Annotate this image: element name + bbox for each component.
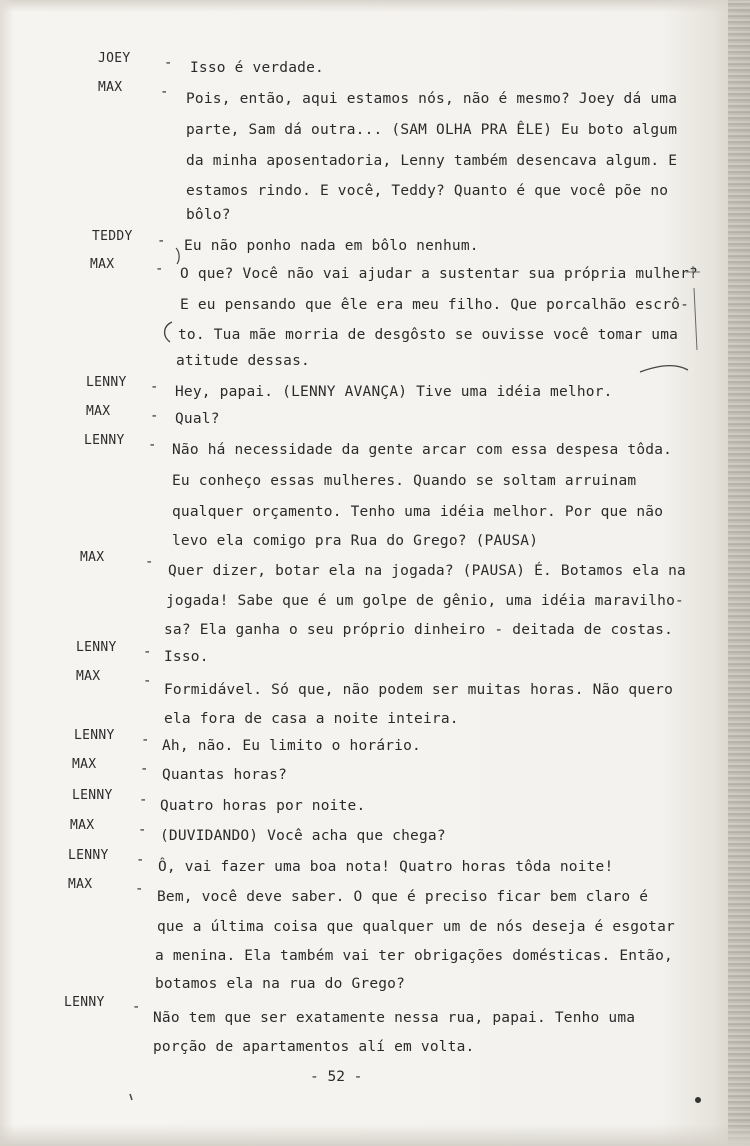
dialogue-dash: - <box>150 408 159 424</box>
dialogue-line: jogada! Sabe que é um golpe de gênio, uma idéia maravilho- <box>166 593 684 609</box>
dialogue-line: (DUVIDANDO) Você acha que chega? <box>160 828 446 844</box>
speaker-name: MAX <box>90 257 115 272</box>
pen-margin-stroke <box>694 288 697 350</box>
dialogue-dash: - <box>164 55 173 71</box>
dialogue-dash: - <box>155 261 164 277</box>
speaker-name: MAX <box>76 669 101 684</box>
speaker-name: MAX <box>98 80 123 95</box>
dialogue-dash: - <box>140 761 149 777</box>
dialogue-dash: - <box>141 732 150 748</box>
speaker-name: LENNY <box>74 728 115 743</box>
dialogue-line: Pois, então, aqui estamos nós, não é mesmo? Joey dá uma <box>186 91 678 107</box>
dialogue-dash: - <box>157 233 166 249</box>
speaker-name: LENNY <box>72 788 113 803</box>
dialogue-dash: - <box>132 999 141 1015</box>
dialogue-line: Não tem que ser exatamente nessa rua, papai. Tenho uma <box>153 1010 636 1026</box>
speaker-name: LENNY <box>84 433 125 448</box>
speaker-name: LENNY <box>68 848 109 863</box>
page-left-edge <box>0 0 14 1146</box>
pen-hook-start <box>176 248 179 264</box>
dialogue-dash: - <box>148 437 157 453</box>
speaker-name: JOEY <box>98 51 131 66</box>
dialogue-line: a menina. Ela também vai ter obrigações domésticas. Então, <box>155 948 673 964</box>
dialogue-line: da minha aposentadoria, Lenny também desencava algum. E <box>186 153 678 169</box>
dialogue-line: ela fora de casa a noite inteira. <box>164 711 459 727</box>
dialogue-line: levo ela comigo pra Rua do Grego? (PAUSA) <box>172 533 539 549</box>
ink-dot <box>695 1097 701 1103</box>
dialogue-line: bôlo? <box>186 207 231 223</box>
dialogue-line: Não há necessidade da gente arcar com essa despesa tôda. <box>172 442 673 458</box>
page-number: - 52 - <box>310 1069 363 1085</box>
speaker-name: LENNY <box>64 995 105 1010</box>
dialogue-dash: - <box>138 822 147 838</box>
dialogue-line: Quantas horas? <box>162 767 288 783</box>
page-top-edge <box>0 0 750 12</box>
dialogue-line: Quatro horas por noite. <box>160 798 366 814</box>
speaker-name: LENNY <box>76 640 117 655</box>
dialogue-dash: - <box>136 852 145 868</box>
dialogue-line: E eu pensando que êle era meu filho. Que porcalhão escrô- <box>180 297 689 313</box>
speaker-name: MAX <box>80 550 105 565</box>
dialogue-line: Ah, não. Eu limito o horário. <box>162 738 421 754</box>
dialogue-line: botamos ela na rua do Grego? <box>155 976 406 992</box>
pen-bracket-left <box>165 322 172 342</box>
dialogue-line: Isso é verdade. <box>190 60 324 76</box>
speaker-name: MAX <box>70 818 95 833</box>
dialogue-line: Eu conheço essas mulheres. Quando se soltam arruinam <box>172 473 637 489</box>
dialogue-line: estamos rindo. E você, Teddy? Quanto é que você põe no <box>186 183 669 199</box>
dialogue-line: Qual? <box>175 411 220 427</box>
dialogue-line: to. Tua mãe morria de desgôsto se ouvisse você tomar uma <box>178 327 679 343</box>
page-right-edge <box>728 0 750 1146</box>
speaker-name: MAX <box>72 757 97 772</box>
speaker-name: LENNY <box>86 375 127 390</box>
dialogue-dash: - <box>150 379 159 395</box>
pen-tail-right <box>640 366 688 372</box>
dialogue-line: Isso. <box>164 649 209 665</box>
speaker-name: TEDDY <box>92 229 133 244</box>
dialogue-line: sa? Ela ganha o seu próprio dinheiro - deitada de costas. <box>164 622 673 638</box>
dialogue-line: O que? Você não vai ajudar a sustentar sua própria mulher? <box>180 266 698 282</box>
dialogue-dash: - <box>143 673 152 689</box>
dialogue-dash: - <box>145 554 154 570</box>
dialogue-line: Formidável. Só que, não podem ser muitas horas. Não quero <box>164 682 673 698</box>
speaker-name: MAX <box>68 877 93 892</box>
dialogue-line: porção de apartamentos alí em volta. <box>153 1039 475 1055</box>
speaker-name: MAX <box>86 404 111 419</box>
dialogue-line: Eu não ponho nada em bôlo nenhum. <box>184 238 479 254</box>
dialogue-dash: - <box>160 84 169 100</box>
dialogue-line: que a última coisa que qualquer um de nós deseja é esgotar <box>157 919 675 935</box>
dialogue-line: parte, Sam dá outra... (SAM OLHA PRA ÊLE) Eu boto algum <box>186 122 678 138</box>
dialogue-dash: - <box>139 792 148 808</box>
dialogue-line: qualquer orçamento. Tenho uma idéia melhor. Por que não <box>172 504 664 520</box>
dialogue-dash: - <box>135 881 144 897</box>
dialogue-line: atitude dessas. <box>176 353 310 369</box>
ink-speck <box>130 1094 132 1100</box>
dialogue-line: Ô, vai fazer uma boa nota! Quatro horas tôda noite! <box>158 859 614 875</box>
dialogue-line: Hey, papai. (LENNY AVANÇA) Tive uma idéia melhor. <box>175 384 613 400</box>
dialogue-dash: - <box>143 644 152 660</box>
page-bottom-edge <box>0 1124 750 1146</box>
dialogue-line: Bem, você deve saber. O que é preciso ficar bem claro é <box>157 889 649 905</box>
dialogue-line: Quer dizer, botar ela na jogada? (PAUSA) É. Botamos ela na <box>168 563 686 579</box>
